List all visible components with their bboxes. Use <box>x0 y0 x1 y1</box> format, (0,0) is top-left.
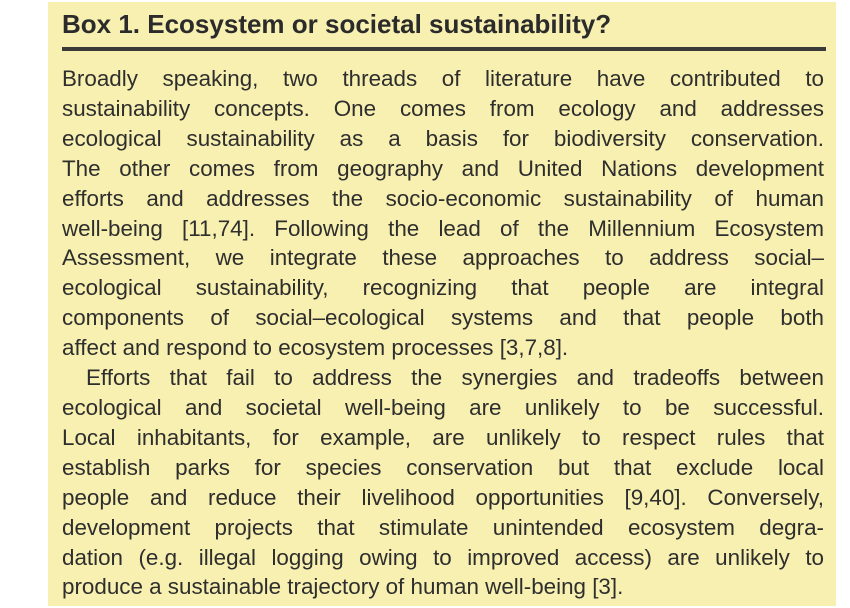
text-line: components of social–ecological systems and that people both <box>62 305 824 331</box>
text-line: The other comes from geography and United Nations development <box>62 155 824 181</box>
text-line: establish parks for species conservation but that exclude local <box>62 454 824 480</box>
box-body <box>62 64 824 602</box>
text-line: dation (e.g. illegal logging owing to improved access) are unlikely to <box>62 544 824 570</box>
text-line: Efforts that fail to address the synergies and tradeoffs between <box>86 365 824 391</box>
title-rule <box>62 47 826 51</box>
text-line: efforts and addresses the socio-economic sustainability of human <box>62 185 824 211</box>
text-line: Broadly speaking, two threads of literature have contributed to <box>62 66 824 91</box>
text-line: Local inhabitants, for example, are unlikely to respect rules that <box>62 424 824 450</box>
box-title: Box 1. Ecosystem or societal sustainability? <box>62 9 612 39</box>
paragraph-2 <box>62 363 824 602</box>
text-line: Assessment, we integrate these approaches to address social– <box>62 245 824 271</box>
text-line: produce a sustainable trajectory of human well-being [3]. <box>62 574 624 600</box>
text-line: development projects that stimulate unintended ecosystem degra- <box>62 514 824 540</box>
text-line: people and reduce their livelihood opportunities [9,40]. Conversely, <box>62 484 824 510</box>
text-line: sustainability concepts. One comes from ecology and addresses <box>62 95 824 121</box>
text-line: ecological sustainability as a basis for biodiversity conservation. <box>62 125 824 151</box>
text-line: ecological and societal well-being are unlikely to be successful. <box>62 394 824 420</box>
paragraph-1 <box>62 64 824 363</box>
text-line: ecological sustainability, recognizing that people are integral <box>62 275 824 301</box>
text-line: affect and respond to ecosystem processes [3,7,8]. <box>62 335 569 361</box>
text-line: well-being [11,74]. Following the lead of the Millennium Ecosystem <box>62 215 824 241</box>
